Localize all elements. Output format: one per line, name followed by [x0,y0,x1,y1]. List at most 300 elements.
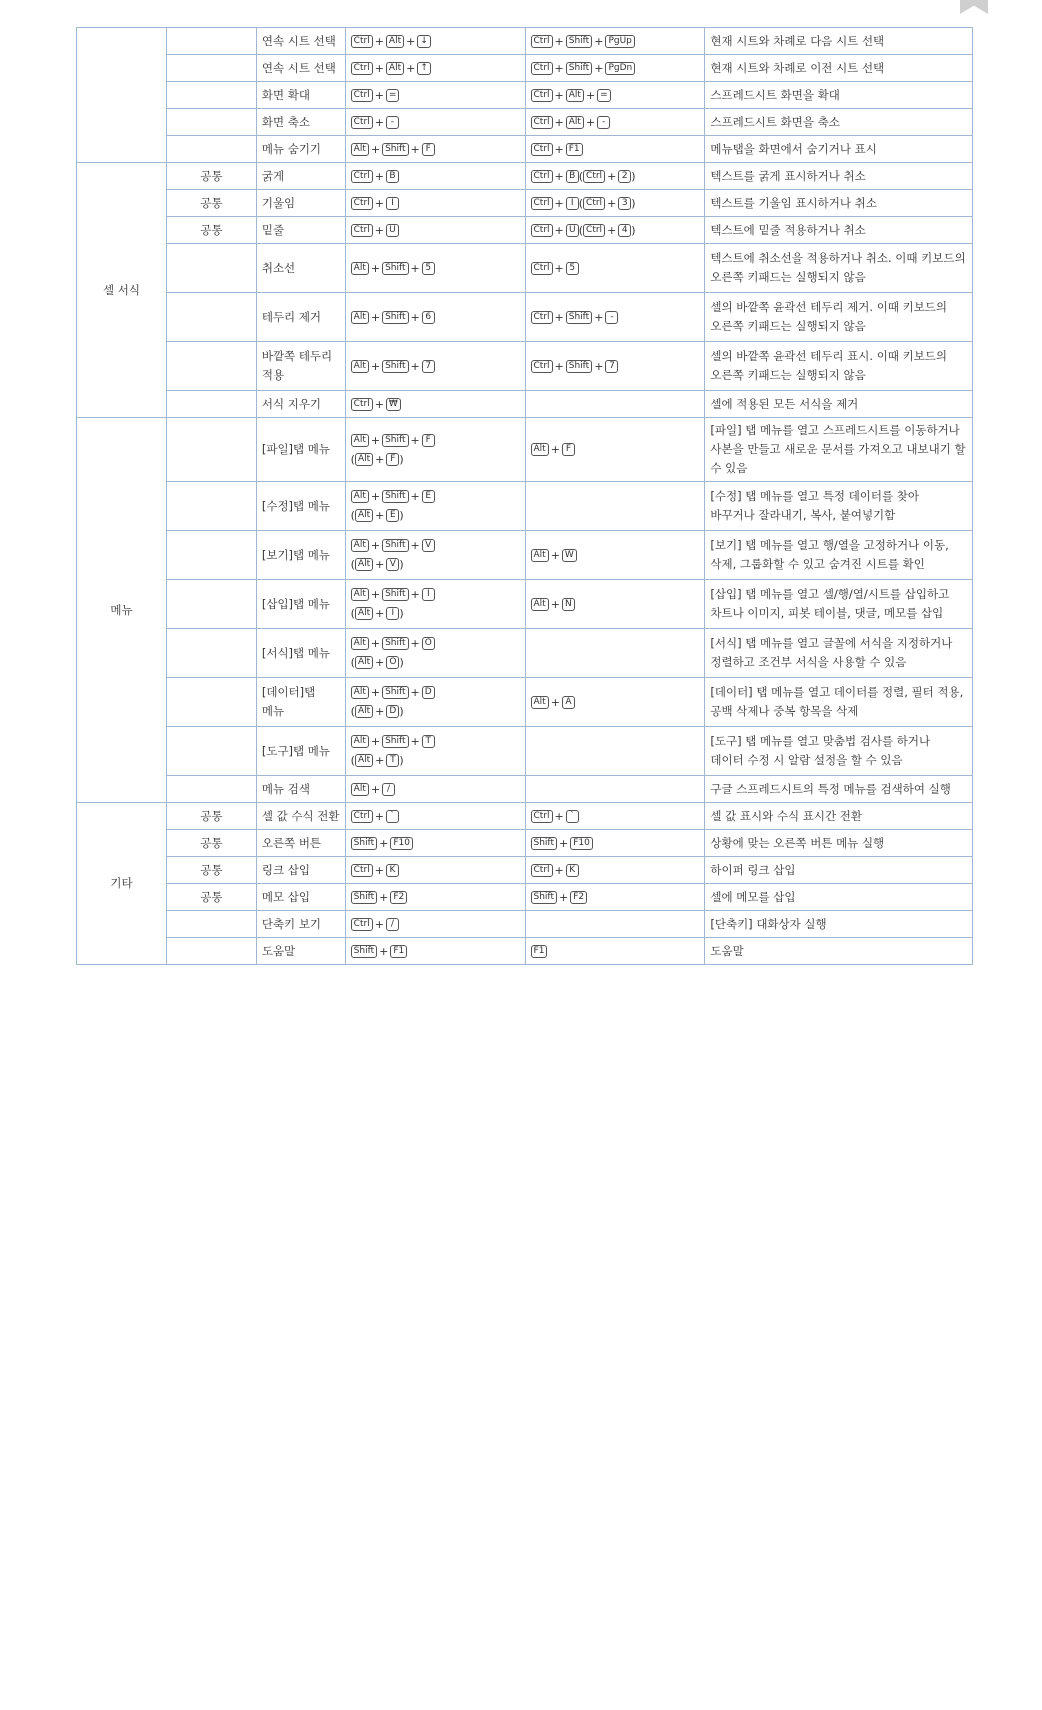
table-row [77,418,973,482]
key-combo [531,140,700,159]
function-cell: 메뉴 검색 [256,776,345,803]
key-cap: ↑ [417,62,431,75]
mac-shortcut-cell [525,884,705,911]
plus-sign: + [375,452,385,466]
key-cap: - [597,116,610,129]
key-cap: 6 [422,311,435,324]
key-cap: K [566,864,579,877]
plus-sign: + [374,196,384,210]
key-cap: - [605,311,618,324]
key-cap: Alt [351,143,369,156]
common-cell [166,55,256,82]
key-cap: Alt [531,598,549,611]
plus-sign: + [374,863,384,877]
open-paren: ( [350,452,355,466]
key-cap: O [422,637,435,650]
function-cell: 바깥쪽 테두리 적용 [256,342,345,391]
key-cap: PgDn [605,62,635,75]
key-cap: Shift [566,62,592,75]
key-combo [351,487,520,506]
key-cap: Ctrl [531,170,553,183]
windows-shortcut-cell [345,163,525,190]
windows-shortcut-cell [345,911,525,938]
windows-shortcut-cell [345,830,525,857]
description-cell: 스프레드시트 화면을 축소 [705,109,973,136]
key-cap: Ctrl [531,116,553,129]
key-cap: B [566,170,579,183]
key-cap: PgUp [605,35,634,48]
function-cell: 단축키 보기 [256,911,345,938]
key-cap: Ctrl [351,35,373,48]
close-paren: ) [399,656,404,669]
key-cap: N [562,598,575,611]
key-cap: - [386,116,399,129]
key-combo [531,861,700,880]
plus-sign: + [554,809,564,823]
key-combo [351,780,520,799]
key-combo [351,536,520,555]
key-cap: Alt [351,539,369,552]
open-paren: ( [350,705,355,718]
key-combo [351,194,520,213]
key-combo [351,861,520,880]
open-paren: ( [350,509,355,522]
plus-sign: + [410,539,420,552]
key-cap: 7 [605,360,618,373]
key-cap: ↓ [417,35,431,48]
key-combo [531,807,700,826]
mac-shortcut-cell [525,55,705,82]
table-row [77,776,973,803]
common-cell: 공통 [166,803,256,830]
table-row [77,678,973,727]
mac-shortcut-cell [525,911,705,938]
key-cap: Alt [351,686,369,699]
key-combo-alt [351,653,520,672]
key-cap: Ctrl [351,398,373,411]
key-cap: F10 [570,837,593,850]
key-cap: Shift [382,262,408,275]
key-combo [351,113,520,132]
key-cap: Alt [531,549,549,562]
close-paren: ) [631,196,636,210]
table-row [77,342,973,391]
key-combo-alt [351,450,520,469]
description-cell: 상황에 맞는 오른쪽 버튼 메뉴 실행 [705,830,973,857]
plus-sign: + [594,310,604,324]
windows-shortcut-cell [345,217,525,244]
windows-shortcut-cell [345,776,525,803]
key-combo [351,308,520,327]
key-cap: F [562,443,575,456]
key-cap: Shift [382,490,408,503]
plus-sign: + [370,637,381,650]
common-cell: 공통 [166,190,256,217]
key-cap: V [422,539,435,552]
description-cell: 스프레드시트 화면을 확대 [705,82,973,109]
key-cap: Alt [531,443,549,456]
plus-sign: + [375,656,385,669]
key-cap: Ctrl [531,810,553,823]
key-combo [351,915,520,934]
key-cap: Shift [382,637,408,650]
function-cell: 굵게 [256,163,345,190]
mac-shortcut-cell [525,293,705,342]
windows-shortcut-cell [345,531,525,580]
plus-sign: + [554,169,564,183]
key-cap: Ctrl [531,197,553,210]
key-cap: Ctrl [351,116,373,129]
plus-sign: + [410,735,420,748]
bookmark-icon[interactable] [960,0,988,14]
plus-sign: + [594,61,604,75]
plus-sign: + [370,433,381,447]
table-row [77,55,973,82]
key-combo [351,431,520,450]
key-cap: Shift [382,735,408,748]
table-row [77,109,973,136]
description-cell: 구글 스프레드시트의 특정 메뉴를 검색하여 실행 [705,776,973,803]
key-cap: Alt [351,434,369,447]
key-combo [531,546,700,565]
key-combo [531,167,700,186]
plus-sign: + [410,490,420,503]
description-cell: [보기] 탭 메뉴를 열고 행/열을 고정하거나 이동, 삭제, 그룹화할 수 있고 숨겨진 시트를 확인 [705,531,973,580]
plus-sign: + [554,863,564,877]
close-paren: ) [399,754,404,767]
key-cap: Alt [531,696,549,709]
mac-shortcut-cell [525,857,705,884]
key-combo-alt [351,506,520,525]
key-cap: I [386,607,399,620]
key-cap: Alt [351,490,369,503]
key-cap: Shift [382,360,408,373]
function-cell: 연속 시트 선택 [256,55,345,82]
key-combo [351,259,520,278]
function-cell: 메뉴 숨기기 [256,136,345,163]
key-cap: Ctrl [583,197,605,210]
key-cap: 5 [566,262,579,275]
windows-shortcut-cell [345,82,525,109]
category-cell: 셀 서식 [77,163,167,418]
common-cell [166,418,256,482]
function-cell: 링크 삽입 [256,857,345,884]
mac-shortcut-cell [525,244,705,293]
plus-sign: + [374,34,384,48]
key-cap: B [386,170,399,183]
key-cap: Ctrl [531,35,553,48]
windows-shortcut-cell [345,857,525,884]
common-cell [166,482,256,531]
plus-sign: + [374,115,384,129]
plus-sign: + [410,359,420,373]
key-cap: D [422,686,435,699]
table-row [77,531,973,580]
open-paren: ( [350,656,355,669]
mac-shortcut-cell [525,217,705,244]
plus-sign: + [370,310,381,324]
key-cap: Alt [566,116,584,129]
description-cell: [삽입] 탭 메뉴를 열고 셀/행/열/시트를 삽입하고 차트나 이미지, 피봇 테이블, 댓글, 메모를 삽입 [705,580,973,629]
key-cap: Shift [382,588,408,601]
key-combo [531,834,700,853]
key-cap: Alt [355,453,373,466]
function-cell: [보기]탭 메뉴 [256,531,345,580]
description-cell: 셀 값 표시와 수식 표시간 전환 [705,803,973,830]
windows-shortcut-cell [345,391,525,418]
windows-shortcut-cell [345,727,525,776]
key-cap: Shift [566,360,592,373]
key-cap: ₩ [386,398,401,411]
key-cap: F1 [566,143,583,156]
key-cap: V [386,558,399,571]
key-cap: Shift [351,945,377,958]
key-cap: Alt [386,35,404,48]
plus-sign: + [370,142,381,156]
table-row [77,482,973,531]
key-cap: Alt [355,607,373,620]
plus-sign: + [375,509,385,522]
plus-sign: + [607,169,617,183]
key-cap: Alt [355,705,373,718]
key-cap: ` [566,810,579,823]
key-cap: Alt [351,588,369,601]
key-cap: F [422,143,435,156]
key-cap: Alt [355,656,373,669]
plus-sign: + [370,539,381,552]
key-cap: Shift [351,891,377,904]
plus-sign: + [374,397,384,411]
key-cap: Shift [566,35,592,48]
plus-sign: + [370,588,381,601]
table-row [77,727,973,776]
open-paren: ( [578,223,584,237]
mac-shortcut-cell [525,830,705,857]
mac-shortcut-cell [525,82,705,109]
key-combo [351,834,520,853]
table-row [77,163,973,190]
windows-shortcut-cell [345,55,525,82]
common-cell: 공통 [166,884,256,911]
key-cap: E [422,490,435,503]
open-paren: ( [578,196,584,210]
key-cap: Shift [382,434,408,447]
key-combo [531,86,700,105]
plus-sign: + [374,169,384,183]
plus-sign: + [607,196,617,210]
key-cap: 3 [618,197,631,210]
plus-sign: + [554,142,564,156]
function-cell: 테두리 제거 [256,293,345,342]
key-cap: Alt [351,637,369,650]
plus-sign: + [374,917,384,931]
windows-shortcut-cell [345,629,525,678]
key-cap: F [386,453,399,466]
key-combo [351,807,520,826]
mac-shortcut-cell [525,938,705,965]
key-combo [351,32,520,51]
key-cap: T [386,754,399,767]
function-cell: [수정]탭 메뉴 [256,482,345,531]
common-cell [166,727,256,776]
common-cell [166,776,256,803]
key-cap: Alt [355,558,373,571]
plus-sign: + [410,310,420,324]
key-cap: 2 [618,170,631,183]
shortcut-table-body [77,28,973,965]
key-cap: Alt [355,754,373,767]
key-cap: I [422,588,435,601]
mac-shortcut-cell [525,482,705,531]
key-combo [531,942,700,961]
windows-shortcut-cell [345,293,525,342]
key-cap: U [386,224,399,237]
plus-sign: + [375,607,385,620]
plus-sign: + [585,115,596,129]
key-cap: Shift [531,891,557,904]
common-cell [166,28,256,55]
table-row [77,938,973,965]
function-cell: [서식]탭 메뉴 [256,629,345,678]
key-combo [531,113,700,132]
key-cap: Shift [382,311,408,324]
function-cell: 기울임 [256,190,345,217]
key-cap: Alt [351,262,369,275]
plus-sign: + [410,261,420,275]
key-cap: A [562,696,575,709]
plus-sign: + [554,261,564,275]
mac-shortcut-cell [525,418,705,482]
key-cap: Ctrl [531,864,553,877]
key-cap: K [386,864,399,877]
key-cap: Alt [351,311,369,324]
key-cap: F1 [390,945,407,958]
table-row [77,82,973,109]
function-cell: 화면 축소 [256,109,345,136]
key-cap: Ctrl [351,918,373,931]
plus-sign: + [594,34,604,48]
function-cell: [도구]탭 메뉴 [256,727,345,776]
table-row [77,136,973,163]
plus-sign: + [410,637,420,650]
mac-shortcut-cell [525,678,705,727]
common-cell [166,136,256,163]
key-cap: Ctrl [583,224,605,237]
function-cell: 화면 확대 [256,82,345,109]
mac-shortcut-cell [525,580,705,629]
key-cap: Ctrl [351,864,373,877]
key-cap: Shift [382,143,408,156]
description-cell: 셀에 메모를 삽입 [705,884,973,911]
table-row [77,580,973,629]
windows-shortcut-cell [345,938,525,965]
plus-sign: + [554,310,564,324]
key-cap: Shift [382,539,408,552]
key-combo [351,888,520,907]
key-cap: O [386,656,399,669]
windows-shortcut-cell [345,803,525,830]
function-cell: [데이터]탭 메뉴 [256,678,345,727]
key-cap: Ctrl [351,810,373,823]
description-cell: [단축키] 대화상자 실행 [705,911,973,938]
description-cell: 텍스트에 취소선을 적용하거나 취소. 이때 키보드의 오른쪽 키패드는 실행되지 않음 [705,244,973,293]
function-cell: 연속 시트 선택 [256,28,345,55]
key-cap: F [422,434,435,447]
common-cell [166,911,256,938]
function-cell: 도움말 [256,938,345,965]
key-cap: I [566,197,579,210]
description-cell: 도움말 [705,938,973,965]
table-row [77,244,973,293]
windows-shortcut-cell [345,482,525,531]
plus-sign: + [410,588,420,601]
key-cap: / [386,918,399,931]
common-cell: 공통 [166,217,256,244]
windows-shortcut-cell [345,244,525,293]
plus-sign: + [550,597,560,611]
table-row [77,884,973,911]
description-cell: 텍스트에 밑줄 적용하거나 취소 [705,217,973,244]
plus-sign: + [375,558,385,571]
key-cap: Ctrl [351,170,373,183]
key-cap: F10 [390,837,413,850]
description-cell: 셀의 바깥쪽 윤곽선 테두리 제거. 이때 키보드의 오른쪽 키패드는 실행되지 않음 [705,293,973,342]
common-cell [166,391,256,418]
key-cap: 4 [618,224,631,237]
common-cell [166,109,256,136]
close-paren: ) [399,607,404,620]
windows-shortcut-cell [345,678,525,727]
plus-sign: + [375,754,385,767]
mac-shortcut-cell [525,727,705,776]
common-cell [166,938,256,965]
plus-sign: + [370,359,381,373]
open-paren: ( [578,169,584,183]
description-cell: 텍스트를 기울임 표시하거나 취소 [705,190,973,217]
plus-sign: + [379,836,389,850]
key-cap: Ctrl [351,224,373,237]
common-cell [166,293,256,342]
key-combo [531,693,700,712]
windows-shortcut-cell [345,190,525,217]
key-combo-alt [351,604,520,623]
plus-sign: + [607,223,617,237]
key-combo [351,732,520,751]
key-cap: F2 [570,891,587,904]
open-paren: ( [350,558,355,571]
windows-shortcut-cell [345,418,525,482]
plus-sign: + [374,88,384,102]
key-combo [531,32,700,51]
key-cap: Alt [566,89,584,102]
key-cap: Alt [355,509,373,522]
key-cap: Ctrl [351,89,373,102]
mac-shortcut-cell [525,391,705,418]
plus-sign: + [406,61,416,75]
key-cap: Alt [351,783,369,796]
key-combo [351,585,520,604]
key-cap: Shift [531,837,557,850]
function-cell: 오른쪽 버튼 [256,830,345,857]
key-combo [351,683,520,702]
category-cell: 기타 [77,803,167,965]
windows-shortcut-cell [345,884,525,911]
key-cap: Ctrl [531,262,553,275]
open-paren: ( [350,607,355,620]
key-cap: U [566,224,579,237]
key-combo-alt [351,751,520,770]
key-combo [531,259,700,278]
